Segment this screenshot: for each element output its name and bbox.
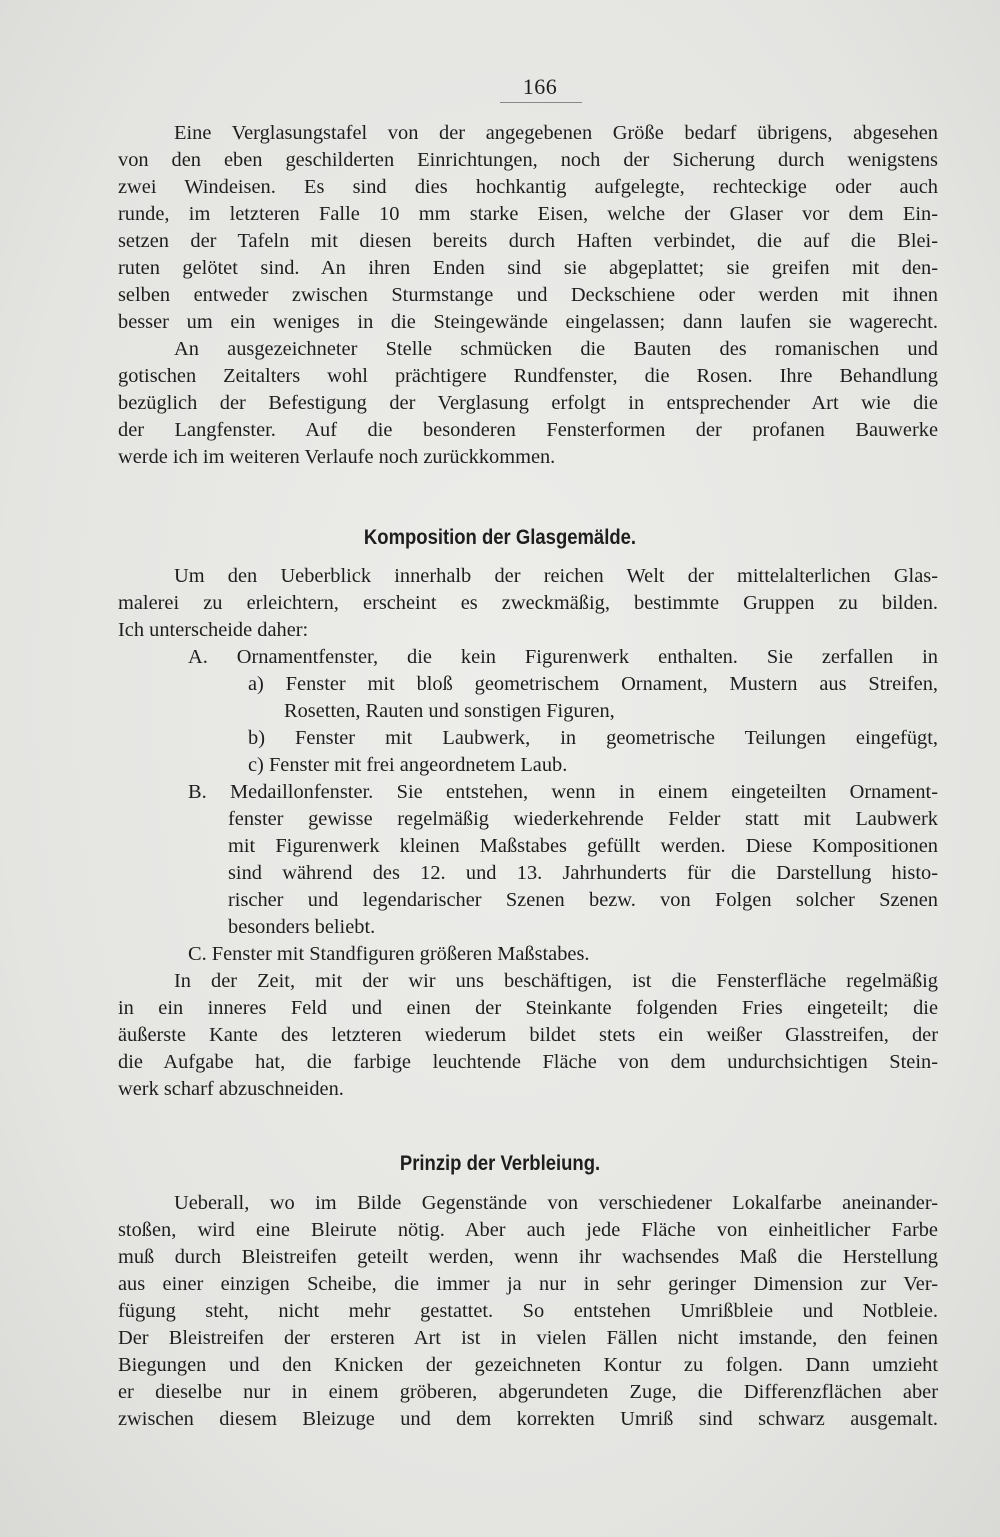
paragraph-windeisen: [118, 120, 938, 471]
text-line: An ausgezeichneter Stelle schmücken die Bauten des romanischen und: [174, 338, 938, 360]
text-line: besser um ein weniges in die Steingewände eingelassen; dann laufen sie wagerecht.: [118, 311, 938, 333]
list-item-b-cont: rischer und legendarischer Szenen bezw. von Folgen solcher Szenen: [228, 889, 938, 911]
text-line: aus einer einzigen Scheibe, die immer ja nur in sehr geringer Dimension zur Ver-: [118, 1273, 938, 1295]
text-line: der Langfenster. Auf die besonderen Fensterformen der profanen Bauwerke: [118, 419, 938, 441]
text-line: Eine Verglasungstafel von der angegebenen Größe bedarf übrigens, abgesehen: [174, 122, 938, 144]
text-line: äußerste Kante des letzteren wiederum bildet stets ein weißer Glasstreifen, der: [118, 1024, 938, 1046]
list-subitem-a-cont: Rosetten, Rauten und sonstigen Figuren,: [284, 700, 615, 722]
list-item-b-cont: mit Figurenwerk kleinen Maßstabes gefüllt werden. Diese Kompositionen: [228, 835, 938, 857]
text-line: Ueberall, wo im Bilde Gegenstände von verschiedener Lokalfarbe aneinander-: [174, 1192, 938, 1214]
list-item-b-cont: fenster gewisse regelmäßig wiederkehrende Felder statt mit Laubwerk: [228, 808, 938, 830]
text-line: stoßen, wird eine Bleirute nötig. Aber auch jede Fläche von einheitlicher Farbe: [118, 1219, 938, 1241]
text-line: bezüglich der Befestigung der Verglasung erfolgt in entsprechender Art wie die: [118, 392, 938, 414]
text-line: zwischen diesem Bleizuge und dem korrekten Umriß sind schwarz ausgemalt.: [118, 1408, 938, 1430]
list-subitem-b: b) Fenster mit Laubwerk, in geometrische Teilungen eingefügt,: [248, 727, 938, 749]
section-heading-verbleiung: Prinzip der Verbleiung.: [399, 1152, 601, 1175]
page-number-rule: [500, 102, 582, 103]
text-line: zwei Windeisen. Es sind dies hochkantig aufgelegte, rechteckige oder auch: [118, 176, 938, 198]
text-line: fügung steht, nicht mehr gestattet. So entstehen Umrißbleie und Notbleie.: [118, 1300, 938, 1322]
text-line: ruten gelötet sind. An ihren Enden sind sie abgeplattet; sie greifen mit den-: [118, 257, 938, 279]
text-line: gotischen Zeitalters wohl prächtigere Rundfenster, die Rosen. Ihre Behandlung: [118, 365, 938, 387]
text-line: muß durch Bleistreifen geteilt werden, wenn ihr wachsendes Maß die Herstellung: [118, 1246, 938, 1268]
text-line: selben entweder zwischen Sturmstange und Deckschiene oder werden mit ihnen: [118, 284, 938, 306]
text-line: die Aufgabe hat, die farbige leuchtende Fläche von dem undurchsichtigen Stein-: [118, 1051, 938, 1073]
text-line: malerei zu erleichtern, erscheint es zweckmäßig, bestimmte Gruppen zu bilden.: [118, 592, 938, 614]
list-item-b-cont: besonders beliebt.: [228, 916, 376, 938]
text-line: Um den Ueberblick innerhalb der reichen Welt der mittelalterlichen Glas-: [174, 565, 938, 587]
page-number: 166: [522, 74, 558, 99]
text-line: Der Bleistreifen der ersteren Art ist in vielen Fällen nicht imstande, den feinen: [118, 1327, 938, 1349]
text-line: werk scharf abzuschneiden.: [118, 1078, 344, 1100]
text-line: Biegungen und den Knicken der gezeichneten Kontur zu folgen. Dann umzieht: [118, 1354, 938, 1376]
section-heading-komposition: Komposition der Glasgemälde.: [363, 526, 637, 549]
list-item-a: A. Ornamentfenster, die kein Figurenwerk enthalten. Sie zerfallen in: [188, 646, 938, 668]
list-item-b: B. Medaillonfenster. Sie entstehen, wenn in einem eingeteilten Ornament-: [188, 781, 938, 803]
text-line: in ein inneres Feld und einen der Steinkante folgenden Fries eingeteilt; die: [118, 997, 938, 1019]
text-line: er dieselbe nur in einem gröberen, abgerundeten Zuge, die Differenzflächen aber: [118, 1381, 938, 1403]
list-item-b-cont: sind während des 12. und 13. Jahrhunderts für die Darstellung histo-: [228, 862, 938, 884]
text-line: von den eben geschilderten Einrichtungen, noch der Sicherung durch wenigstens: [118, 149, 938, 171]
list-subitem-a: a) Fenster mit bloß geometrischem Ornament, Mustern aus Streifen,: [248, 673, 938, 695]
list-item-c: C. Fenster mit Standfiguren größeren Maßstabes.: [188, 943, 590, 965]
list-subitem-c: c) Fenster mit frei angeordnetem Laub.: [248, 754, 568, 776]
section-verbleiung: [118, 1190, 938, 1433]
text-line: setzen der Tafeln mit diesen bereits durch Haften verbindet, die auf die Blei-: [118, 230, 938, 252]
text-line: werde ich im weiteren Verlaufe noch zurückkommen.: [118, 446, 556, 468]
text-line: In der Zeit, mit der wir uns beschäftigen, ist die Fensterfläche regelmäßig: [174, 970, 938, 992]
section-komposition: [118, 563, 938, 1103]
text-line: runde, im letzteren Falle 10 mm starke Eisen, welche der Glaser vor dem Ein-: [118, 203, 938, 225]
text-line: Ich unterscheide daher:: [118, 619, 309, 641]
